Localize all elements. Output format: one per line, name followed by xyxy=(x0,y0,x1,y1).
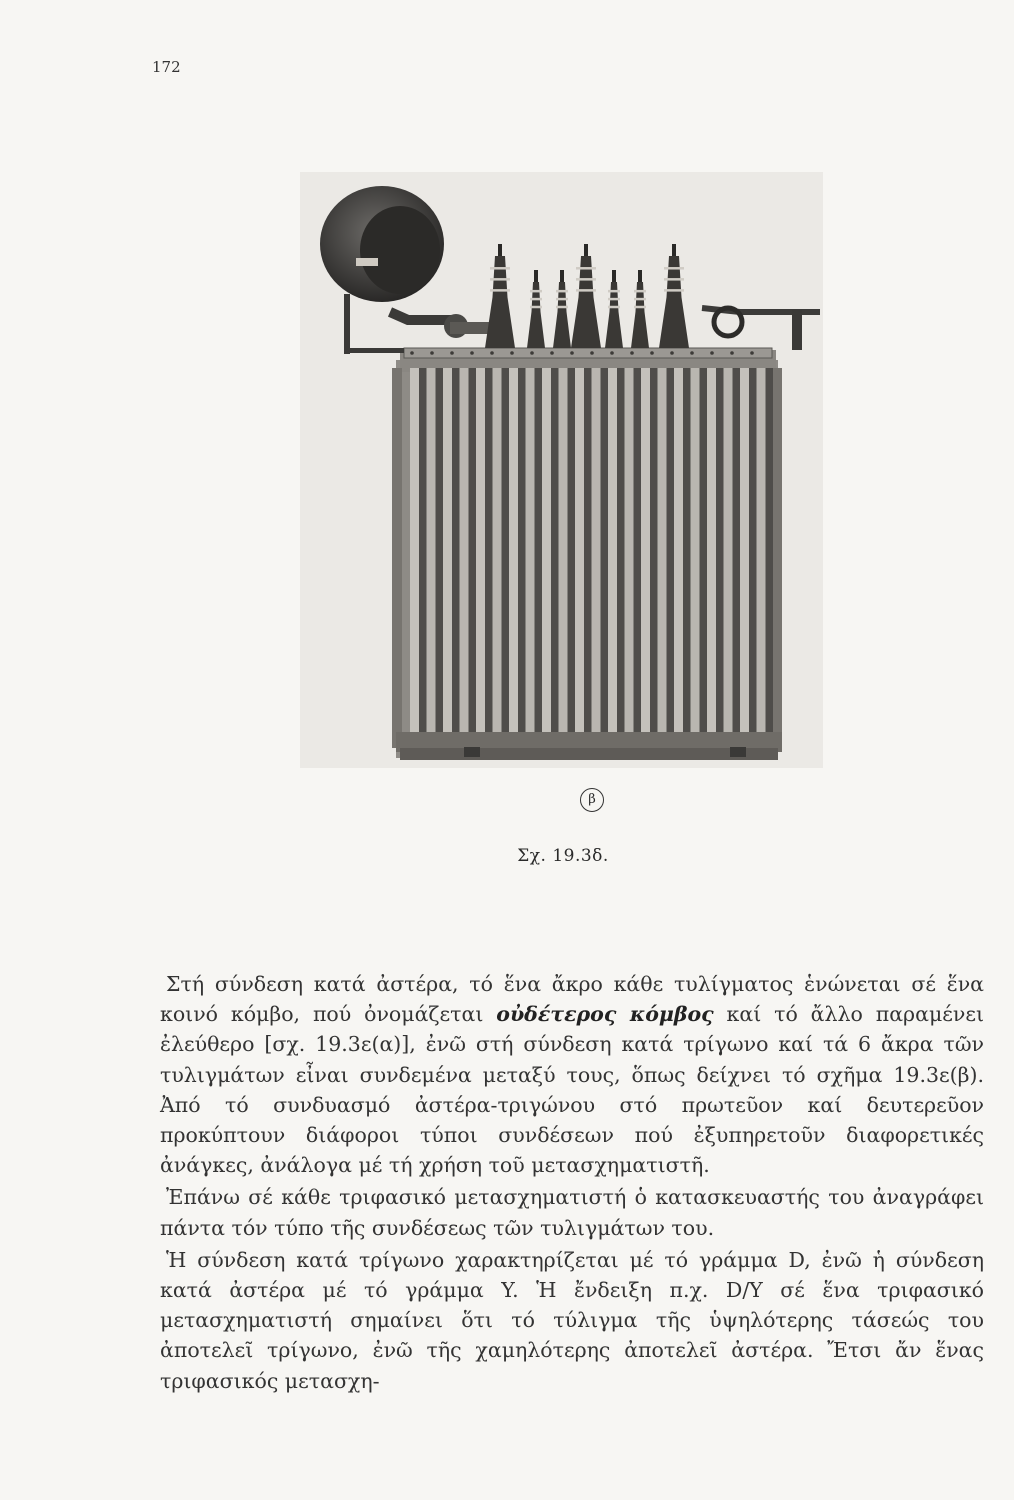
body-text xyxy=(160,969,984,1396)
transformer-photo xyxy=(300,172,823,768)
paragraph-1-end: καί τό ἄλλο παραμένει ἐλεύθερο [σχ. 19.3ε(α)], ἐνῶ στή σύνδεση κατά τρίγωνο καί τά 6 ἄκρα τῶν τυλιγμάτων εἶναι συνδεμένα μεταξύ τους, ὅπως δείχνει τό σχῆμα 19.3ε(β). Ἀπό τό συνδυασμό ἀστέρα-τριγώνου στό πρωτεῦον καί δευτερεῦον προκύπτουν διάφοροι τύποι συνδέσεων πού ἐξυπηρετοῦν διαφορετικές ἀνάγκες, ἀνάλογα μέ τή χρήση τοῦ μετασχηματιστῆ. xyxy=(160,1002,985,1178)
cooling-fins xyxy=(410,368,773,738)
caption-text: Σχ. 19.3δ. xyxy=(517,846,609,866)
figure-caption xyxy=(0,846,1014,866)
paragraph-1-start: Στή σύνδεση κατά ἀστέρα, τό ἕνα ἄκρο κάθε τυλίγματος ἑνώνεται σέ ἕνα κοινό κόμβο, πού ὀνομάζεται xyxy=(160,972,984,1027)
paragraph-3: Ἡ σύνδεση κατά τρίγωνο χαρακτηρίζεται μέ τό γράμμα D, ἐνῶ ἡ σύνδεση κατά ἀστέρα μέ τό γράμμα Y. Ἡ ἔνδειξη π.χ. D/Y σέ ἕνα τριφασικό μετασχηματιστή σημαίνει ὅτι τό τύλιγμα τῆς ὑψηλότερης τάσεώς του ἀποτελεῖ τρίγωνο, ἐνῶ τῆς χαμηλότερης ἀποτελεῖ ἀστέρα. Ἔτσι ἄν ἕνας τριφασικός μετασχη- xyxy=(160,1247,984,1393)
subfigure-label: β xyxy=(580,788,604,812)
transformer-illustration xyxy=(300,172,823,768)
paragraph-1 xyxy=(160,969,984,1180)
paragraph-2: Ἐπάνω σέ κάθε τριφασικό μετασχηματιστή ὁ κατασκευαστής του ἀναγράφει πάντα τόν τύπο τῆς συνδέσεως τῶν τυλιγμάτων του. xyxy=(160,1185,984,1240)
page-number: 172 xyxy=(152,58,181,76)
key-term: οὐδέτερος κόμβος xyxy=(496,1002,714,1027)
